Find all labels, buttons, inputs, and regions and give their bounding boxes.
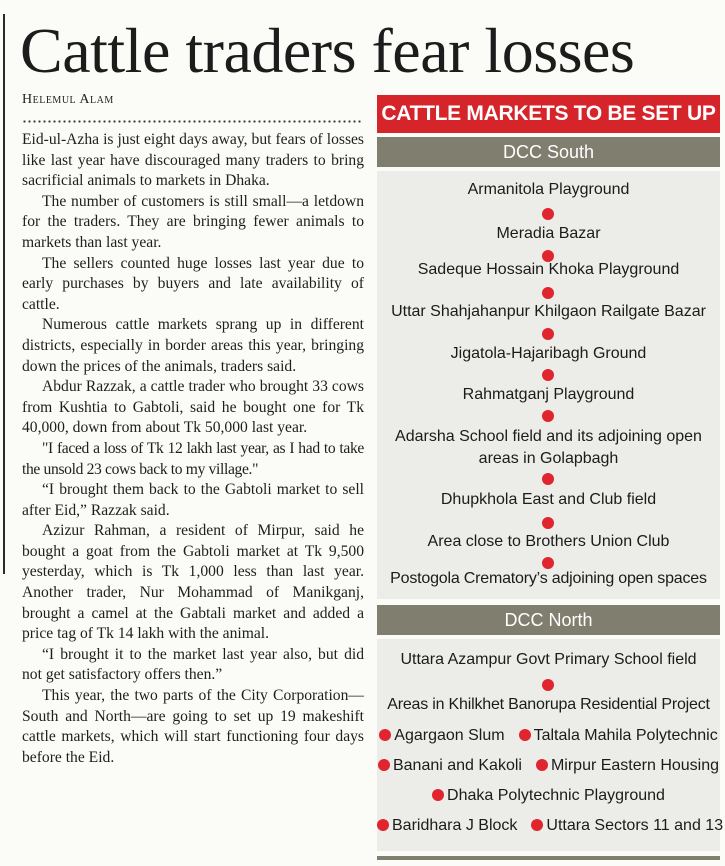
bullet-dot-icon bbox=[536, 759, 548, 771]
bullet-dot-icon bbox=[379, 729, 391, 741]
dcc-south-list bbox=[377, 171, 720, 599]
dcc-north-list bbox=[377, 639, 724, 851]
market-item: Postogola Crematory’s adjoining open spaces bbox=[390, 570, 707, 587]
article-paragraph: Abdur Razzak, a cattle trader who brought 33 cows from Kushtia to Gabtoli, said he bought one for Tk 40,000, down from about Tk 50,000 last year. bbox=[22, 378, 364, 437]
bullet-dot-icon bbox=[542, 410, 554, 422]
dotted-separator bbox=[22, 120, 362, 123]
article-paragraph: This year, the two parts of the City Corporation—South and North—are going to set up 19 makeshift cattle markets, which will start functioning four days before the Eid. bbox=[22, 687, 364, 766]
headline: Cattle traders fear losses bbox=[20, 15, 635, 86]
market-item: Taltala Mahila Polytechnic bbox=[533, 727, 718, 744]
market-item: Uttar Shahjahanpur Khilgaon Railgate Bazar bbox=[391, 303, 706, 320]
byline: Helemul Alam bbox=[22, 92, 114, 107]
market-item: Baridhara J Block bbox=[392, 817, 518, 834]
market-item: Area close to Brothers Union Club bbox=[427, 533, 670, 550]
bullet-dot-icon bbox=[542, 473, 554, 485]
article-paragraph: Eid-ul-Azha is just eight days away, but fears of losses like last year have discouraged many traders to bring sacrificial animals to markets in Dhaka. bbox=[22, 131, 364, 190]
article-paragraph: "I faced a loss of Tk 12 lakh last year, as I had to take the unsold 23 cows back to my village." bbox=[22, 439, 364, 478]
bullet-dot-icon bbox=[519, 729, 531, 741]
article-paragraph: Numerous cattle markets sprang up in different districts, especially in border areas this year, bringing down the prices of the animals, traders said. bbox=[22, 316, 364, 375]
bullet-dot-icon bbox=[542, 328, 554, 340]
market-item: Armanitola Playground bbox=[467, 181, 630, 198]
article-body bbox=[22, 130, 364, 768]
article-paragraph: “I brought it to the market last year also, but did not get satisfactory offers then.” bbox=[22, 645, 364, 684]
sidebar-title: CATTLE MARKETS TO BE SET UP bbox=[377, 95, 720, 133]
article-paragraph: Azizur Rahman, a resident of Mirpur, said he bought a goat from the Gabtoli market at Tk 9,500 yesterday, which is Tk 1,000 less than last year. Another trader, Nur Mohammad of Manikganj, brought a camel at the Gabtali market and added a price tag of Tk 14 lakh with the animal. bbox=[22, 522, 364, 643]
bullet-dot-icon bbox=[542, 208, 554, 220]
bullet-dot-icon bbox=[542, 369, 554, 381]
bullet-dot-icon bbox=[542, 679, 554, 691]
bullet-dot-icon bbox=[378, 759, 390, 771]
market-item: Uttara Azampur Govt Primary School field bbox=[400, 651, 697, 668]
market-pair-row bbox=[377, 785, 720, 807]
bullet-dot-icon bbox=[542, 287, 554, 299]
market-pair-row bbox=[377, 755, 720, 777]
cattle-markets-sidebar bbox=[377, 95, 724, 851]
market-item: Sadeque Hossain Khoka Playground bbox=[417, 261, 680, 278]
article-paragraph: “I brought them back to the Gabtoli market to sell after Eid,” Razzak said. bbox=[22, 481, 364, 519]
sidebar-bottom-rule bbox=[377, 856, 720, 860]
market-item: Areas in Khilkhet Banorupa Residential Project bbox=[387, 696, 710, 713]
market-item: Agargaon Slum bbox=[394, 727, 505, 744]
market-item: Jigatola-Hajaribagh Ground bbox=[450, 345, 647, 362]
market-item: Banani and Kakoli bbox=[392, 757, 522, 774]
market-item: Rahmatganj Playground bbox=[462, 386, 635, 403]
dcc-north-heading: DCC North bbox=[377, 605, 720, 635]
market-item: Uttara Sectors 11 and 13 bbox=[546, 817, 724, 834]
market-item: Dhaka Polytechnic Playground bbox=[447, 787, 665, 804]
market-item: Dhupkhola East and Club field bbox=[440, 491, 657, 508]
dcc-south-heading: DCC South bbox=[377, 137, 720, 167]
bullet-dot-icon bbox=[542, 517, 554, 529]
left-column-rule bbox=[3, 14, 5, 574]
bullet-dot-icon bbox=[377, 819, 389, 831]
article-paragraph: The number of customers is still small—a letdown for the traders. They are bringing fewer animals to markets than last year. bbox=[22, 192, 364, 251]
market-pair-row bbox=[377, 725, 720, 747]
market-pair-row bbox=[377, 815, 724, 837]
article-paragraph: The sellers counted huge losses last year due to early purchases by buyers and late availability of cattle. bbox=[22, 254, 364, 313]
market-item: Meradia Bazar bbox=[496, 225, 601, 242]
bullet-dot-icon bbox=[432, 789, 444, 801]
market-item: Adarsha School field and its adjoining open areas in Golapbagh bbox=[395, 428, 702, 467]
market-item: Mirpur Eastern Housing bbox=[550, 757, 720, 774]
bullet-dot-icon bbox=[531, 819, 543, 831]
